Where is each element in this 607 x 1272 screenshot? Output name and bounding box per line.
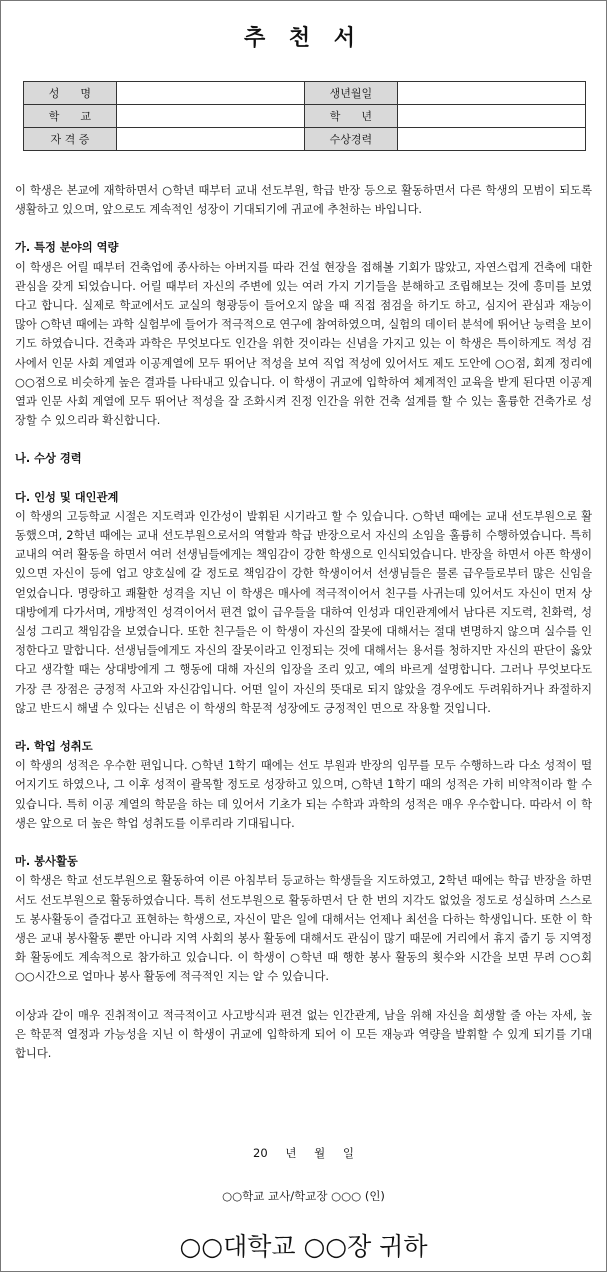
award-field[interactable]: [397, 128, 585, 151]
birth-field[interactable]: [397, 82, 585, 105]
school-field[interactable]: [116, 105, 304, 128]
info-row-cert: [24, 128, 586, 151]
letter-body: [15, 181, 592, 1063]
student-info-table: [23, 81, 586, 151]
section-text-character: 이 학생의 고등학교 시절은 지도력과 인간성이 발휘된 시기라고 할 수 있습니다. ○학년 때에는 교내 선도부원으로 활동했으며, 2학년 때에는 교내 선도부원으로서의 역할과 학급 반장으로서 자신의 소임을 훌륭히 수행하였습니다. 특히 교내의 여러 활동을 하면서 여러 선생님들에게는 책임감이 강한 학생으로 인식되었습니다. 반장을 하면서 아픈 학생이 있으면 자신이 등에 업고 양호실에 갈 정도로 책임감이 강한 학생이어서 선생님들은 물론 급우들로부터 많은 신임을 얻었습니다. 명랑하고 쾌활한 성격을 지닌 이 학생은 매사에 적극적이어서 친구를 사귀는데 있어서도 자신이 먼저 상대방에게 다가서며, 개방적인 성격이어서 편견 없이 급우들을 대하여 인성과 대인관계에서 남다른 지도력, 친화력, 성실성 그리고 책임감을 보였습니다. 또한 친구들은 이 학생이 자신의 잘못에 대해서는 절대 변명하지 않으며 실수를 인정한다고 말합니다. 선생님들에게도 자신의 잘못이라고 인정되는 것에 대해서는 용서를 청하지만 자신의 판단이 옳았다고 생각할 때는 상대방에게 그 행동에 대해 자신의 입장을 조리 있고, 예의 바르게 설명합니다. 그러나 무엇보다도 가장 큰 장점은 긍정적 사고와 자신감입니다. 어떤 일이 자신의 뜻대로 되지 않았을 경우에도 두려워하거나 좌절하지 않고 반드시 해낼 수 있다는 신념은 이 학생의 학문적 성장에도 긍정적인 면으로 작용할 것입니다.: [15, 509, 592, 715]
cert-label: 자 격 증: [24, 128, 117, 151]
info-row-name: [24, 82, 586, 105]
grade-field[interactable]: [397, 105, 585, 128]
section-heading-character: 다. 인성 및 대인관계: [15, 490, 119, 504]
award-label: 수상경력: [304, 128, 397, 151]
intro-paragraph: 이 학생은 본교에 재학하면서 ○학년 때부터 교내 선도부원, 학급 반장 등으로 활동하면서 다른 학생의 모범이 되도록 생활하고 있으며, 앞으로도 계속적인 성장이 기대되기에 귀교에 추천하는 바입니다.: [15, 184, 592, 217]
addressee-line: ○○대학교 ○○장 귀하: [179, 1232, 428, 1261]
section-heading-volunteer: 마. 봉사활동: [15, 855, 78, 869]
signer-line: ○○학교 교사/학교장 ○○○ (인): [222, 1189, 385, 1203]
document-title: 추 천 서: [243, 26, 364, 51]
cert-field[interactable]: [116, 128, 304, 151]
info-row-school: [24, 105, 586, 128]
section-heading-competency: 가. 특정 분야의 역량: [15, 241, 119, 255]
section-heading-academics: 라. 학업 성취도: [15, 740, 93, 754]
school-label: 학 교: [24, 105, 117, 128]
birth-label: 생년월일: [304, 82, 397, 105]
section-text-volunteer: 이 학생은 학교 선도부원으로 활동하여 이른 아침부터 등교하는 학생들을 지도하였고, 2학년 때에는 학급 반장을 하면서도 선도부원으로 활동하였습니다. 특히 선도부원으로 활동하면서 단 한 번의 지각도 없었을 정도로 성실하며 스스로도 봉사활동이 즐겁다고 표현하는 학생으로, 자신이 맡은 일에 대해서는 언제나 최선을 다하는 학생입니다. 또한 이 학생은 교내 봉사활동 뿐만 아니라 지역 사회의 봉사 활동에 대해서도 관심이 많기 때문에 거리에서 휴지 줍기 등 지역정화 활동에도 계속적으로 참가하고 있습니다. 이 학생이 ○학년 때 행한 봉사 활동의 횟수와 시간을 보면 무려 ○○회 ○○시간으로 얼마나 봉사 활동에 적극적인 지는 알 수 있습니다.: [15, 874, 592, 984]
name-field[interactable]: [116, 82, 304, 105]
section-text-competency: 이 학생은 어릴 때부터 건축업에 종사하는 아버지를 따라 건설 현장을 접해볼 기회가 많았고, 자연스럽게 건축에 대한 관심을 갖게 되었습니다. 어릴 때부터 자신의 주변에 있는 여러 가지 기기들을 분해하고 조립해보는 것에 흥미를 보였다고 합니다. 실제로 학교에서도 교실의 형광등이 들어오지 않을 때 직접 점검을 하기도 하고, 심지어 관심과 재능이 많아 ○학년 때에는 과학 실험부에 들어가 적극적으로 연구에 참여하였으며, 실험의 데이터 분석에 뛰어난 능력을 보이기도 하였습니다. 건축과 과학은 무엇보다도 인간을 위한 것이라는 신념을 가지고 있는 이 학생은 특이하게도 적성 검사에서 인문 사회 계열과 이공계열에 모두 뛰어난 적성을 보여 직업 적성에 있어서도 제도 도안에 ○○점, 회계 정리에 ○○점으로 비슷하게 높은 결과를 나타내고 있습니다. 이 학생이 귀교에 입학하여 체계적인 교육을 받게 된다면 이공계열과 인문 사회 계열에 모두 뛰어난 적성을 잘 조화시켜 진정 인간을 위한 건축 설계를 할 수 있는 훌륭한 건축가로 성장할 수 있으리라 확신합니다.: [15, 260, 592, 428]
date-line: 20 년 월 일: [253, 1146, 354, 1160]
grade-label: 학 년: [304, 105, 397, 128]
section-heading-awards: 나. 수상 경력: [15, 452, 82, 466]
closing-paragraph: 이상과 같이 매우 진취적이고 적극적이고 사고방식과 편견 없는 인간관계, 남을 위해 자신을 희생할 줄 아는 자세, 높은 학문적 열정과 가능성을 지닌 이 학생이 귀교에 입학하게 되어 이 모든 재능과 역량을 발휘할 수 있게 되기를 기대합니다.: [15, 1008, 592, 1060]
section-text-academics: 이 학생의 성적은 우수한 편입니다. ○학년 1학기 때에는 선도 부원과 반장의 임무를 모두 수행하느라 다소 성적이 떨어지기도 하였으나, 그 이후 성적이 괄목할 정도로 성장하고 있으며, ○학년 1학기 때의 성적은 가히 비약적이라 할 수 있습니다. 특히 이공 계열의 학문을 하는 데 있어서 기초가 되는 수학과 과학의 성적은 매우 우수합니다. 따라서 이 학생은 앞으로 더 높은 학업 성취도를 이루리라 기대됩니다.: [15, 759, 592, 830]
name-label: 성 명: [24, 82, 117, 105]
